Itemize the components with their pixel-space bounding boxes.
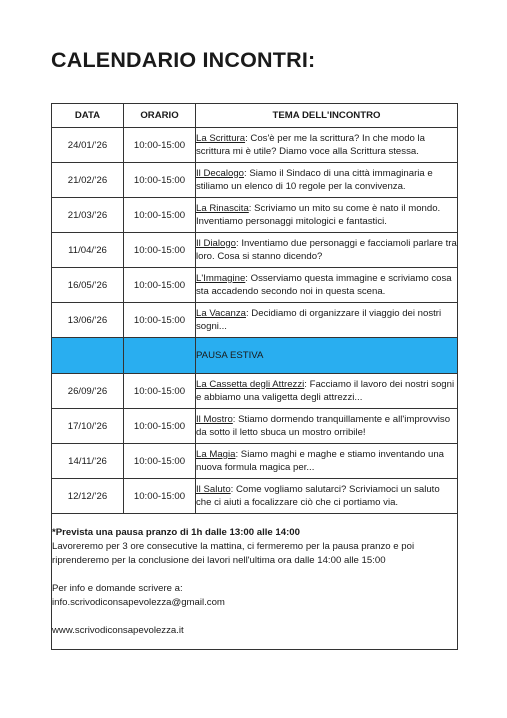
notes-cell: [52, 514, 458, 650]
topic-name: Il Saluto: [196, 483, 231, 495]
cell-topic: [196, 268, 458, 303]
table-row: [52, 268, 458, 303]
table-row: [52, 198, 458, 233]
cell-time: 10:00-15:00: [124, 198, 196, 233]
cell-date: 21/02/’26: [52, 163, 124, 198]
email-link[interactable]: info.scrivodiconsapevolezza@gmail.com: [52, 596, 225, 608]
cell-topic: [196, 198, 458, 233]
cell-topic: [196, 444, 458, 479]
cell-time: 10:00-15:00: [124, 233, 196, 268]
topic-description: : Decidiamo di organizzare il viaggio dei nostri sogni...: [196, 307, 442, 332]
info-label: Per info e domande scrivere a:: [52, 582, 183, 594]
topic-description: : Scriviamo un mito su come è nato il mondo. Inventiamo personaggi mitologici e fantastici.: [196, 202, 441, 227]
cell-topic: [196, 409, 458, 444]
pause-cell-date: [52, 338, 124, 374]
header-date: DATA: [52, 104, 124, 128]
table-row: [52, 303, 458, 338]
page-title: CALENDARIO INCONTRI:: [51, 48, 316, 72]
cell-topic: [196, 374, 458, 409]
cell-time: 10:00-15:00: [124, 409, 196, 444]
cell-topic: [196, 163, 458, 198]
cell-time: 10:00-15:00: [124, 128, 196, 163]
topic-name: La Scrittura: [196, 132, 246, 144]
pause-cell-time: [124, 338, 196, 374]
spacer: [52, 610, 457, 624]
notes-row: [52, 514, 458, 650]
table-row: [52, 233, 458, 268]
topic-name: Il Dialogo: [196, 237, 236, 249]
topic-description: : Siamo il Sindaco di una città immaginaria e stiliamo un elenco di 10 regole per la convivenza.: [196, 167, 433, 192]
cell-date: 21/03/’26: [52, 198, 124, 233]
topic-name: Il Decalogo: [196, 167, 244, 179]
header-topic: TEMA DELL'INCONTRO: [196, 104, 458, 128]
topic-name: L'Immagine: [196, 272, 246, 284]
table-row: [52, 479, 458, 514]
topic-description: : Siamo maghi e maghe e stiamo inventando una nuova formula magica per...: [196, 448, 444, 473]
cell-date: 13/06/’26: [52, 303, 124, 338]
pause-label: PAUSA ESTIVA: [196, 338, 458, 374]
spacer: [52, 568, 457, 582]
topic-name: La Cassetta degli Attrezzi: [196, 378, 305, 390]
cell-date: 24/01/’26: [52, 128, 124, 163]
topic-description: : Come vogliamo salutarci? Scriviamoci un saluto che ci aiuti a focalizzare ciò che ci portiamo via.: [196, 483, 440, 508]
calendar-table: [51, 103, 458, 650]
lunch-note: *Prevista una pausa pranzo di 1h dalle 13:00 alle 14:00: [52, 526, 300, 538]
cell-topic: [196, 128, 458, 163]
cell-time: 10:00-15:00: [124, 303, 196, 338]
table-row: [52, 163, 458, 198]
cell-time: 10:00-15:00: [124, 374, 196, 409]
website-link[interactable]: www.scrivodiconsapevolezza.it: [52, 624, 184, 636]
header-time: ORARIO: [124, 104, 196, 128]
topic-description: : Cos'è per me la scrittura? In che modo la scrittura mi è utile? Diamo voce alla Scrittura stessa.: [196, 132, 425, 157]
topic-description: : Stiamo dormendo tranquillamente e all'improvviso da sotto il letto sbuca un mostro orribile!: [196, 413, 451, 438]
cell-date: 14/11/’26: [52, 444, 124, 479]
cell-time: 10:00-15:00: [124, 479, 196, 514]
table-header-row: [52, 104, 458, 128]
cell-topic: [196, 479, 458, 514]
topic-description: : Osserviamo questa immagine e scriviamo cosa sta accadendo secondo noi in questa scena.: [196, 272, 452, 297]
cell-time: 10:00-15:00: [124, 163, 196, 198]
cell-date: 12/12/’26: [52, 479, 124, 514]
table-row: [52, 444, 458, 479]
cell-date: 16/05/’26: [52, 268, 124, 303]
topic-name: La Vacanza: [196, 307, 246, 319]
table-row: [52, 409, 458, 444]
cell-topic: [196, 303, 458, 338]
table-row: [52, 374, 458, 409]
topic-name: Il Mostro: [196, 413, 233, 425]
topic-description: : Facciamo il lavoro dei nostri sogni e abbiamo una valigetta degli attrezzi...: [196, 378, 455, 403]
cell-time: 10:00-15:00: [124, 444, 196, 479]
cell-date: 17/10/’26: [52, 409, 124, 444]
lunch-detail: Lavoreremo per 3 ore consecutive la mattina, ci fermeremo per la pausa pranzo e poi riprenderemo per la conclusione dei lavori nell'ultima ora dalle 14:00 alle 15:00: [52, 540, 415, 566]
table-row: [52, 128, 458, 163]
topic-name: La Magia: [196, 448, 236, 460]
topic-name: La Rinascita: [196, 202, 249, 214]
cell-time: 10:00-15:00: [124, 268, 196, 303]
topic-description: : Inventiamo due personaggi e facciamoli parlare tra loro. Cosa si stanno dicendo?: [196, 237, 457, 262]
cell-date: 11/04/’26: [52, 233, 124, 268]
cell-date: 26/09/’26: [52, 374, 124, 409]
cell-topic: [196, 233, 458, 268]
pause-row: [52, 338, 458, 374]
